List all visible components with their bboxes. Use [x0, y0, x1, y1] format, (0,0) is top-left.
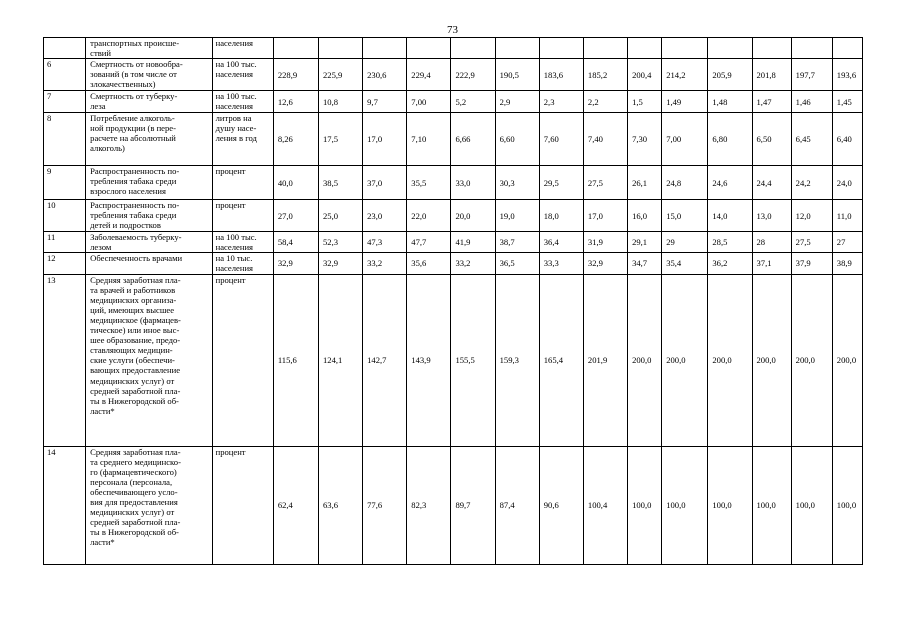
value-cell: 87,4: [495, 446, 539, 564]
value-cell: 124,1: [318, 274, 362, 446]
table-row: [44, 274, 863, 446]
value-cell: 6,50: [752, 113, 791, 166]
table-row: [44, 200, 863, 232]
value-cell: 24,4: [752, 166, 791, 200]
value-cell: [583, 38, 627, 59]
value-cell: 35,4: [662, 253, 708, 274]
value-cell: 6,80: [708, 113, 752, 166]
value-cell: 228,9: [273, 59, 318, 91]
value-cell: 1,49: [662, 91, 708, 113]
value-cell: 27,5: [791, 232, 832, 253]
value-cell: 89,7: [451, 446, 495, 564]
value-cell: 52,3: [318, 232, 362, 253]
unit-of-measure: процент: [212, 446, 273, 564]
value-cell: 24,2: [791, 166, 832, 200]
value-cell: 100,0: [708, 446, 752, 564]
value-cell: 8,26: [273, 113, 318, 166]
value-cell: 62,4: [273, 446, 318, 564]
value-cell: 36,5: [495, 253, 539, 274]
unit-of-measure: процент: [212, 274, 273, 446]
unit-of-measure: на 100 тыс. населения: [212, 232, 273, 253]
table-row: [44, 232, 863, 253]
value-cell: 38,9: [832, 253, 862, 274]
value-cell: [451, 38, 495, 59]
row-number: 12: [44, 253, 86, 274]
value-cell: [539, 38, 583, 59]
value-cell: 7,00: [407, 91, 451, 113]
value-cell: 1,46: [791, 91, 832, 113]
value-cell: 27,5: [583, 166, 627, 200]
value-cell: [318, 38, 362, 59]
value-cell: 2,3: [539, 91, 583, 113]
row-number: 10: [44, 200, 86, 232]
row-number: [44, 38, 86, 59]
value-cell: 14,0: [708, 200, 752, 232]
value-cell: 10,8: [318, 91, 362, 113]
value-cell: [662, 38, 708, 59]
value-cell: 183,6: [539, 59, 583, 91]
indicator-name: транспортных происше- ствий: [86, 38, 212, 59]
value-cell: 29: [662, 232, 708, 253]
value-cell: 37,0: [363, 166, 407, 200]
value-cell: 77,6: [363, 446, 407, 564]
value-cell: 34,7: [628, 253, 662, 274]
value-cell: 27,0: [273, 200, 318, 232]
value-cell: 230,6: [363, 59, 407, 91]
value-cell: 6,40: [832, 113, 862, 166]
value-cell: 90,6: [539, 446, 583, 564]
value-cell: 7,60: [539, 113, 583, 166]
value-cell: 200,0: [708, 274, 752, 446]
value-cell: 35,5: [407, 166, 451, 200]
row-number: 9: [44, 166, 86, 200]
value-cell: 18,0: [539, 200, 583, 232]
value-cell: 143,9: [407, 274, 451, 446]
value-cell: 200,4: [628, 59, 662, 91]
value-cell: 1,5: [628, 91, 662, 113]
value-cell: 23,0: [363, 200, 407, 232]
value-cell: 12,0: [791, 200, 832, 232]
table-row: [44, 38, 863, 59]
value-cell: 36,2: [708, 253, 752, 274]
unit-of-measure: на 100 тыс. населения: [212, 91, 273, 113]
value-cell: 2,9: [495, 91, 539, 113]
value-cell: 33,2: [451, 253, 495, 274]
value-cell: 197,7: [791, 59, 832, 91]
table-row: [44, 91, 863, 113]
value-cell: 7,10: [407, 113, 451, 166]
value-cell: 193,6: [832, 59, 862, 91]
unit-of-measure: на 100 тыс. населения: [212, 59, 273, 91]
row-number: 11: [44, 232, 86, 253]
value-cell: 36,4: [539, 232, 583, 253]
value-cell: 33,3: [539, 253, 583, 274]
indicator-name: Потребление алкоголь- ной продукции (в пере- расчете на абсолютный алкоголь): [86, 113, 212, 166]
table-row: [44, 253, 863, 274]
value-cell: 19,0: [495, 200, 539, 232]
indicator-name: Смертность от новообра- зований (в том числе от злокачественных): [86, 59, 212, 91]
value-cell: 17,0: [363, 113, 407, 166]
value-cell: 29,5: [539, 166, 583, 200]
value-cell: 26,1: [628, 166, 662, 200]
indicator-name: Смертность от туберку- леза: [86, 91, 212, 113]
value-cell: [273, 38, 318, 59]
value-cell: 17,0: [583, 200, 627, 232]
value-cell: 6,60: [495, 113, 539, 166]
value-cell: [628, 38, 662, 59]
value-cell: 155,5: [451, 274, 495, 446]
table-row: [44, 59, 863, 91]
value-cell: 165,4: [539, 274, 583, 446]
value-cell: 29,1: [628, 232, 662, 253]
value-cell: 24,0: [832, 166, 862, 200]
value-cell: 35,6: [407, 253, 451, 274]
value-cell: 41,9: [451, 232, 495, 253]
value-cell: 1,47: [752, 91, 791, 113]
value-cell: 222,9: [451, 59, 495, 91]
row-number: 14: [44, 446, 86, 564]
value-cell: 205,9: [708, 59, 752, 91]
value-cell: 16,0: [628, 200, 662, 232]
indicator-name: Средняя заработная пла- та врачей и работников медицинских организа- ций, имеющих высшее медицинское (фармацев- тическое) или иное выс- шее образование, предо- ставляющих медицин- ские услуги (обеспечи- вающих предоставление медицинских услуг) от средней заработной пла- ты в Нижегородской об- ласти*: [86, 274, 212, 446]
value-cell: 28: [752, 232, 791, 253]
indicator-name: Распространенность по- требления табака среди взрослого населения: [86, 166, 212, 200]
unit-of-measure: процент: [212, 166, 273, 200]
value-cell: 32,9: [318, 253, 362, 274]
value-cell: 12,6: [273, 91, 318, 113]
value-cell: 225,9: [318, 59, 362, 91]
value-cell: 17,5: [318, 113, 362, 166]
value-cell: 159,3: [495, 274, 539, 446]
value-cell: [495, 38, 539, 59]
row-number: 13: [44, 274, 86, 446]
value-cell: 1,48: [708, 91, 752, 113]
value-cell: 47,3: [363, 232, 407, 253]
value-cell: 7,00: [662, 113, 708, 166]
value-cell: 201,9: [583, 274, 627, 446]
value-cell: 9,7: [363, 91, 407, 113]
indicator-name: Заболеваемость туберку- лезом: [86, 232, 212, 253]
value-cell: [752, 38, 791, 59]
value-cell: 200,0: [791, 274, 832, 446]
value-cell: 6,45: [791, 113, 832, 166]
row-number: 6: [44, 59, 86, 91]
value-cell: 115,6: [273, 274, 318, 446]
value-cell: 190,5: [495, 59, 539, 91]
value-cell: 32,9: [583, 253, 627, 274]
value-cell: 82,3: [407, 446, 451, 564]
value-cell: 30,3: [495, 166, 539, 200]
value-cell: [832, 38, 862, 59]
value-cell: 13,0: [752, 200, 791, 232]
page-number: 73: [447, 24, 458, 36]
value-cell: 27: [832, 232, 862, 253]
value-cell: 200,0: [662, 274, 708, 446]
value-cell: 6,66: [451, 113, 495, 166]
row-number: 8: [44, 113, 86, 166]
value-cell: 229,4: [407, 59, 451, 91]
row-number: 7: [44, 91, 86, 113]
value-cell: [363, 38, 407, 59]
value-cell: 24,6: [708, 166, 752, 200]
value-cell: 11,0: [832, 200, 862, 232]
value-cell: 100,4: [583, 446, 627, 564]
indicators-table: [43, 37, 863, 565]
value-cell: 200,0: [832, 274, 862, 446]
value-cell: 200,0: [752, 274, 791, 446]
value-cell: 200,0: [628, 274, 662, 446]
value-cell: 33,2: [363, 253, 407, 274]
value-cell: 100,0: [662, 446, 708, 564]
value-cell: 25,0: [318, 200, 362, 232]
indicator-name: Распространенность по- требления табака среди детей и подростков: [86, 200, 212, 232]
value-cell: 201,8: [752, 59, 791, 91]
value-cell: 1,45: [832, 91, 862, 113]
unit-of-measure: литров на душу насе- ления в год: [212, 113, 273, 166]
unit-of-measure: на 10 тыс. населения: [212, 253, 273, 274]
unit-of-measure: населения: [212, 38, 273, 59]
value-cell: 32,9: [273, 253, 318, 274]
value-cell: 22,0: [407, 200, 451, 232]
value-cell: 2,2: [583, 91, 627, 113]
value-cell: 28,5: [708, 232, 752, 253]
value-cell: 15,0: [662, 200, 708, 232]
value-cell: [791, 38, 832, 59]
indicator-name: Средняя заработная пла- та среднего медицинско- го (фармацевтического) персонала (персонала, обеспечивающего усло- вия для предоставления медицинских услуг) от средней заработной пла- ты в Нижегородской об- ласти*: [86, 446, 212, 564]
value-cell: 100,0: [628, 446, 662, 564]
value-cell: 63,6: [318, 446, 362, 564]
value-cell: 100,0: [752, 446, 791, 564]
value-cell: 214,2: [662, 59, 708, 91]
value-cell: 38,7: [495, 232, 539, 253]
value-cell: 100,0: [832, 446, 862, 564]
value-cell: 142,7: [363, 274, 407, 446]
value-cell: 47,7: [407, 232, 451, 253]
value-cell: 7,30: [628, 113, 662, 166]
value-cell: 20,0: [451, 200, 495, 232]
value-cell: 37,1: [752, 253, 791, 274]
value-cell: 100,0: [791, 446, 832, 564]
value-cell: [708, 38, 752, 59]
indicator-name: Обеспеченность врачами: [86, 253, 212, 274]
unit-of-measure: процент: [212, 200, 273, 232]
value-cell: 7,40: [583, 113, 627, 166]
value-cell: [407, 38, 451, 59]
value-cell: 24,8: [662, 166, 708, 200]
value-cell: 31,9: [583, 232, 627, 253]
table-row: [44, 166, 863, 200]
value-cell: 5,2: [451, 91, 495, 113]
table-row: [44, 113, 863, 166]
value-cell: 38,5: [318, 166, 362, 200]
value-cell: 37,9: [791, 253, 832, 274]
table-row: [44, 446, 863, 564]
value-cell: 58,4: [273, 232, 318, 253]
value-cell: 33,0: [451, 166, 495, 200]
value-cell: 185,2: [583, 59, 627, 91]
value-cell: 40,0: [273, 166, 318, 200]
